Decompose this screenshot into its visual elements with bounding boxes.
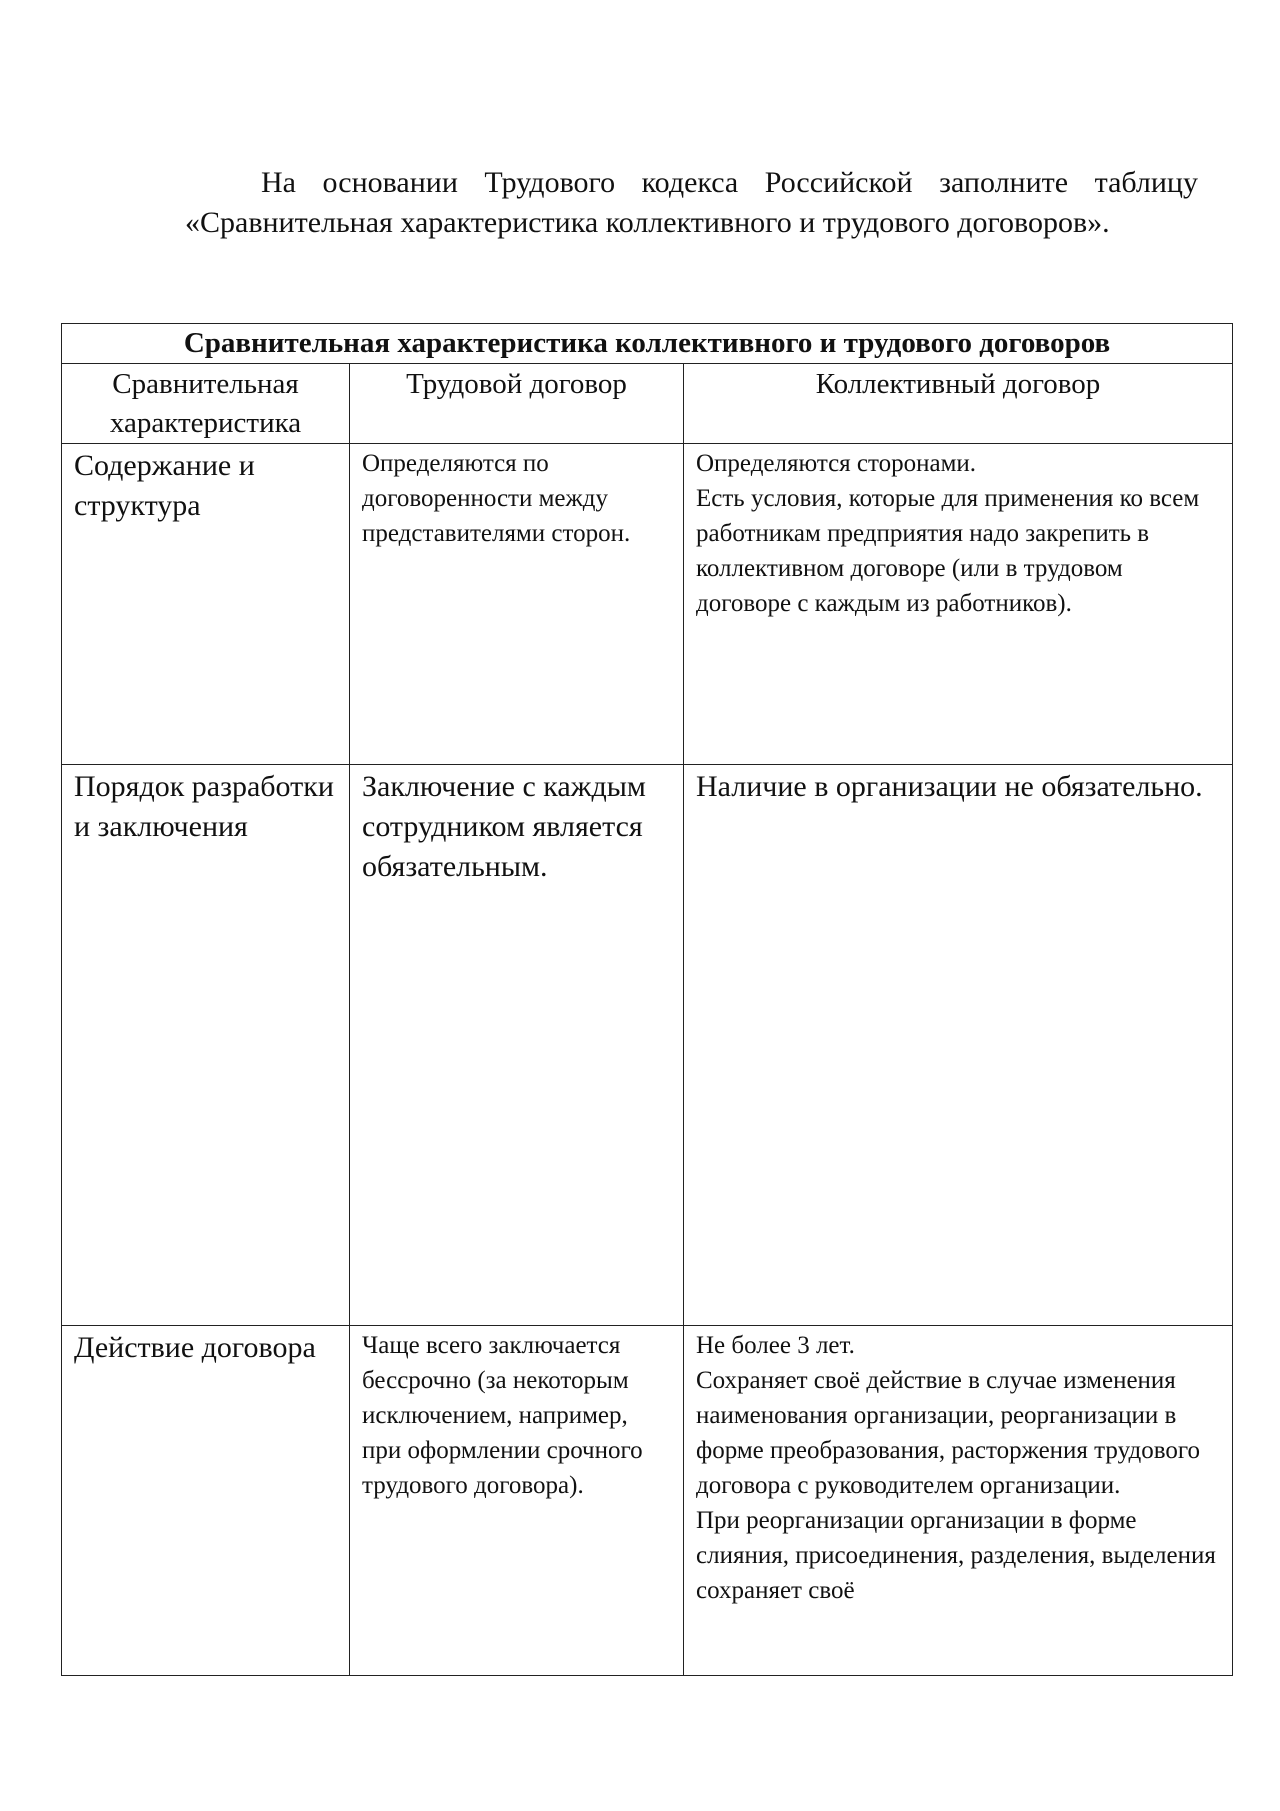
header-labor-contract-label: Трудовой договор: [406, 368, 627, 400]
cell-text: Не более 3 лет.: [696, 1332, 855, 1359]
table-header-row: [62, 364, 1233, 444]
header-labor-contract: [350, 364, 684, 444]
cell-collective-content: [684, 444, 1233, 765]
cell-text: Сохраняет своё действие в случае изменения наименования организации, реорганизации в форме преобразования, расторжения трудового договора с руководителем организации.: [696, 1367, 1200, 1499]
cell-text: Определяются сторонами.: [696, 450, 977, 477]
row-label-development-conclusion: Порядок разработки и заключения: [62, 765, 350, 1326]
cell-text: Определяются по договоренности между представителями сторон.: [362, 450, 631, 547]
header-collective-contract: [684, 364, 1233, 444]
task-instruction: На основании Трудового кодекса Российской заполните таблицу «Сравнительная характеристика коллективного и трудового договоров».: [185, 166, 1198, 239]
header-characteristic: [62, 364, 350, 444]
comparison-table: [61, 323, 1233, 1676]
header-collective-contract-label: Коллективный договор: [815, 368, 1101, 400]
table-row: [62, 444, 1233, 765]
row-label-content-structure: Содержание и структура: [62, 444, 350, 765]
table-row: [62, 1326, 1233, 1676]
table-title: Сравнительная характеристика коллективного и трудового договоров: [62, 324, 1233, 364]
cell-labor-content: [350, 444, 684, 765]
cell-labor-validity: [350, 1326, 684, 1676]
cell-text: Заключение с каждым сотрудником является обязательным.: [362, 770, 646, 883]
header-characteristic-label: Сравнительная характеристика: [109, 368, 302, 439]
cell-text: Чаще всего заключается бессрочно (за некоторым исключением, например, при оформлении срочного трудового договора).: [362, 1332, 643, 1499]
table-row: [62, 765, 1233, 1326]
cell-collective-validity: [684, 1326, 1233, 1676]
cell-text: Наличие в организации не обязательно.: [696, 770, 1203, 803]
cell-text: Есть условия, которые для применения ко всем работникам предприятия надо закрепить в коллективном договоре (или в трудовом договоре с каждым из работников).: [696, 485, 1200, 617]
row-label-contract-validity: Действие договора: [62, 1326, 350, 1676]
cell-collective-development: [684, 765, 1233, 1326]
cell-text: При реорганизации организации в форме слияния, присоединения, разделения, выделения сохраняет своё: [696, 1507, 1216, 1604]
cell-labor-development: [350, 765, 684, 1326]
